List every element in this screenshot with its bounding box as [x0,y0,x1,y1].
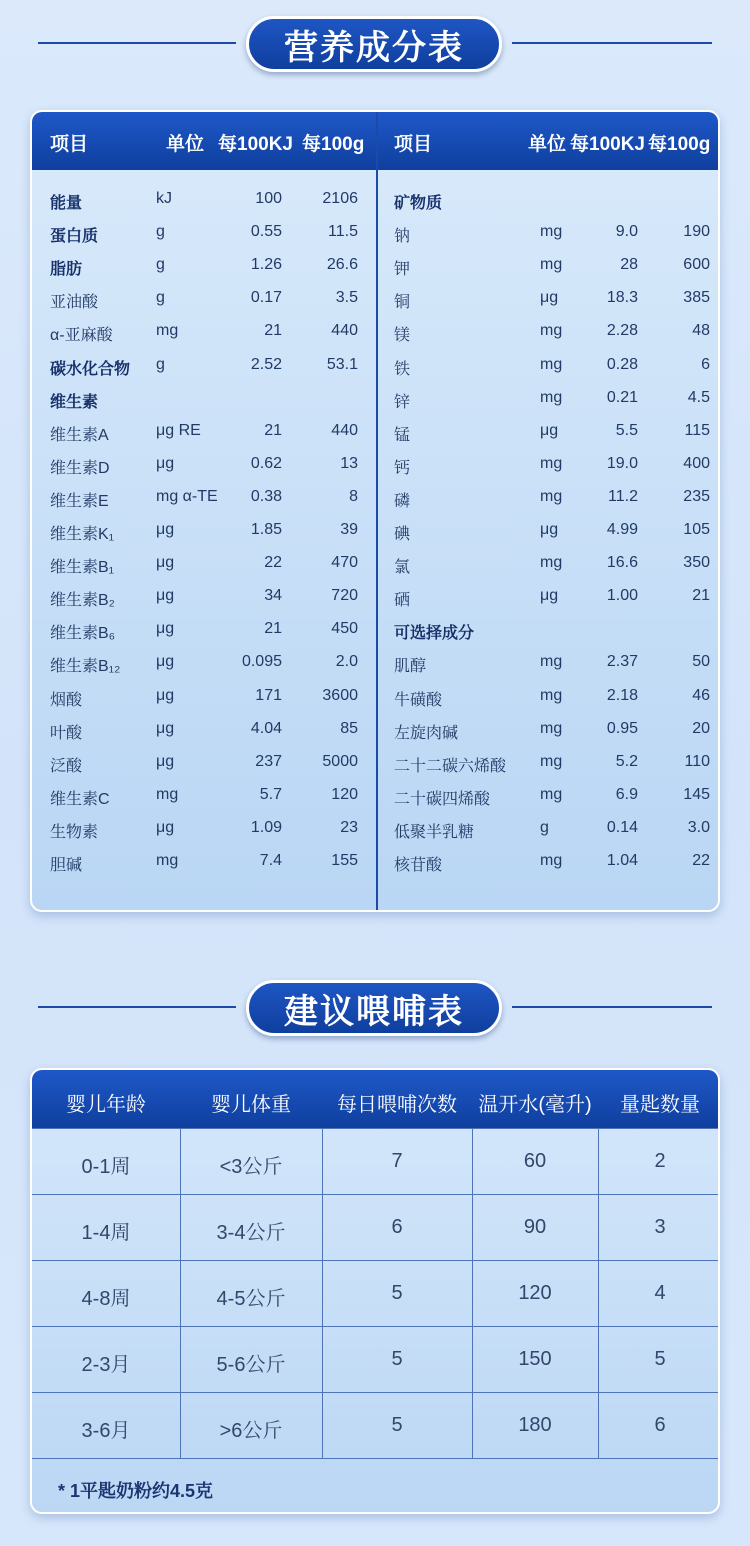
nutrient-name: 肌醇 [394,658,427,676]
nutrient-unit: mg [540,355,563,373]
header-per100g-right: 每100g [648,134,711,155]
nutrient-unit: kJ [156,190,172,207]
header-weight: 婴儿体重 [211,1094,291,1116]
nutrient-name: 牛磺酸 [394,691,443,709]
nutrient-unit: μg [540,587,559,605]
nutrient-row [32,515,376,548]
scoops-cell: 5 [654,1348,666,1370]
nutrient-name: 碘 [394,526,411,543]
feeding-row [32,1260,718,1325]
nutrient-unit: g [156,223,165,241]
nutrient-name: 磷 [394,492,411,510]
nutrient-per100kj: 34 [264,587,282,605]
nutrition-table [30,110,720,912]
nutrient-per100kj: 18.3 [606,289,638,307]
nutrient-per100g: 3600 [322,686,358,704]
title-line-right [512,42,712,44]
nutrient-per100g: 440 [331,322,358,340]
nutrient-per100kj: 171 [255,686,282,704]
nutrient-per100kj: 0.17 [250,289,282,307]
nutrient-row [378,747,720,780]
nutrient-row [378,614,720,647]
weight-cell: 4-5公斤 [216,1288,286,1310]
nutrient-row [32,184,376,217]
nutrient-name: 二十碳四烯酸 [394,790,491,808]
feeding-title: 建议喂哺表 [246,980,502,1036]
scoops-cell: 6 [654,1414,666,1436]
nutrient-per100kj: 1.04 [606,852,638,869]
nutrient-unit: μg [156,719,175,737]
nutrient-per100kj: 0.62 [250,454,282,472]
nutrient-name: 钠 [394,228,411,246]
feeds-cell: 6 [391,1216,403,1238]
nutrient-unit: μg [156,686,175,704]
title-line-right [512,1006,712,1008]
nutrient-per100kj: 6.9 [615,785,638,803]
nutrient-per100g: 720 [331,587,358,605]
nutrient-row [378,217,720,250]
age-cell: 2-3月 [81,1354,131,1376]
nutrient-per100g: 155 [331,852,358,869]
nutrient-name: 泛酸 [50,757,83,775]
nutrient-per100g: 385 [683,289,710,307]
nutrient-per100g: 13 [340,454,358,472]
nutrient-per100kj: 2.18 [606,686,638,704]
nutrient-name: α-亚麻酸 [50,327,113,345]
nutrient-name: 钾 [394,261,411,279]
nutrient-unit: μg [156,653,175,671]
age-cell: 1-4周 [81,1222,131,1244]
feeding-title-bar [0,978,750,1038]
nutrient-per100kj: 0.21 [606,388,638,406]
nutrient-name: 维生素 [50,393,99,411]
nutrient-per100kj: 19.0 [606,454,638,472]
nutrient-unit: μg [156,554,175,572]
footnote [32,1458,718,1514]
nutrient-per100g: 39 [340,521,358,538]
weight-cell: >6公斤 [219,1420,283,1442]
nutrient-name: 维生素B₂ [50,592,115,610]
scoops-cell: 3 [654,1216,666,1238]
nutrient-per100kj: 0.14 [606,818,638,836]
nutrient-per100g: 400 [683,454,710,472]
nutrient-name: 钙 [394,459,411,477]
nutrient-row [378,846,720,879]
nutrient-row [378,416,720,449]
nutrient-per100kj: 2.28 [606,322,638,340]
water-cell: 120 [518,1282,552,1304]
feeding-table [30,1068,720,1514]
feeding-row [32,1128,718,1193]
nutrient-row [32,383,376,416]
nutrient-name: 维生素D [50,459,110,477]
nutrient-name: 叶酸 [50,724,83,742]
nutrient-unit: μg RE [156,421,201,439]
nutrient-unit: mg [156,785,179,803]
nutrient-per100kj: 21 [264,421,282,439]
nutrient-per100kj: 7.4 [259,852,282,869]
nutrient-unit: μg [540,289,559,307]
weight-cell: <3公斤 [219,1156,283,1178]
nutrient-name: 蛋白质 [50,228,99,246]
feeding-table-header [32,1070,718,1128]
nutrient-per100g: 600 [683,256,710,274]
nutrient-per100g: 50 [692,653,710,671]
title-line-left [38,42,236,44]
nutrient-name: 氯 [394,559,411,577]
nutrient-unit: mg [156,852,179,869]
nutrient-row [32,250,376,283]
nutrient-per100kj: 237 [255,752,282,770]
nutrient-name: 维生素B₁₂ [50,658,121,676]
nutrient-per100kj: 5.2 [615,752,638,770]
nutrient-per100g: 5000 [322,752,358,770]
nutrient-name: 脂肪 [50,261,83,279]
nutrient-name: 低聚半乳糖 [394,823,475,841]
nutrient-per100g: 120 [331,785,358,803]
nutrient-per100g: 440 [331,421,358,439]
nutrient-unit: mg [540,785,563,803]
nutrient-name: 维生素B₆ [50,625,116,643]
nutrient-row [32,350,376,383]
nutrient-per100kj: 0.28 [606,355,638,373]
nutrient-name: 二十二碳六烯酸 [394,757,507,775]
nutrient-per100g: 21 [692,587,710,605]
nutrient-per100g: 115 [684,421,710,439]
nutrient-row [32,482,376,515]
nutrient-per100kj: 11.2 [608,487,638,505]
nutrient-unit: mg [540,454,563,472]
header-age: 婴儿年龄 [66,1094,146,1116]
nutrient-unit: mg [540,719,563,737]
nutrient-per100g: 145 [683,785,710,803]
nutrient-unit: μg [156,818,175,836]
nutrient-name: 锌 [394,393,411,411]
header-per100g-left: 每100g [302,134,365,155]
nutrient-name: 维生素B₁ [50,559,115,577]
nutrient-per100kj: 4.04 [250,719,282,737]
nutrient-row [32,681,376,714]
nutrient-row [378,714,720,747]
nutrient-per100kj: 2.37 [606,653,638,671]
nutrient-per100kj: 21 [264,322,282,340]
nutrient-name: 硒 [394,592,411,610]
nutrient-row [378,283,720,316]
nutrient-per100g: 48 [692,322,710,340]
nutrient-name: 镁 [394,327,411,345]
nutrition-title: 营养成分表 [246,16,502,72]
nutrient-unit: μg [540,421,559,439]
nutrient-unit: g [540,818,549,836]
nutrient-name: 胆碱 [50,857,83,874]
nutrient-per100kj: 1.00 [606,587,638,605]
nutrient-row [378,184,720,217]
nutrient-name: 维生素C [50,790,110,808]
nutrient-per100g: 22 [692,852,710,869]
nutrient-row [378,681,720,714]
nutrient-row [32,217,376,250]
header-item-left: 项目 [50,134,89,155]
feeding-row [32,1326,718,1391]
nutrient-unit: mg [540,256,563,274]
nutrient-row [32,780,376,813]
feeds-cell: 7 [391,1150,403,1172]
water-cell: 180 [518,1414,552,1436]
nutrient-unit: mg [156,322,179,340]
nutrient-per100g: 2106 [322,190,358,207]
nutrient-unit: g [156,289,165,307]
nutrient-row [32,581,376,614]
nutrient-unit: μg [156,620,175,638]
nutrient-unit: μg [156,454,175,472]
nutrient-row [378,350,720,383]
nutrient-per100g: 26.6 [326,256,358,274]
nutrient-per100kj: 21 [264,620,282,638]
nutrient-name: 维生素E [50,492,109,510]
nutrient-unit: g [156,256,165,274]
nutrient-row [378,316,720,349]
nutrient-per100g: 53.1 [326,355,358,373]
nutrient-per100kj: 0.55 [250,223,282,241]
nutrient-row [32,747,376,780]
nutrient-name: 铜 [394,294,411,312]
nutrient-row [32,316,376,349]
nutrient-unit: μg [540,521,559,538]
nutrient-unit: mg [540,554,563,572]
nutrient-row [32,416,376,449]
nutrient-row [378,813,720,846]
header-scoops: 量匙数量 [620,1094,700,1116]
nutrient-name: 维生素K₁ [50,526,115,543]
nutrient-per100g: 20 [692,719,710,737]
feeding-row [32,1392,718,1457]
feeds-cell: 5 [391,1348,403,1370]
nutrient-per100g: 8 [349,487,358,505]
nutrient-per100g: 3.5 [335,289,358,307]
water-cell: 60 [523,1150,547,1172]
nutrient-per100g: 23 [340,818,358,836]
age-cell: 3-6月 [81,1420,131,1442]
nutrient-per100kj: 16.6 [606,554,638,572]
header-per100kj-left: 每100KJ [218,134,293,155]
scoops-cell: 2 [654,1150,666,1172]
nutrient-unit: mg [540,752,563,770]
nutrient-per100g: 3.0 [687,818,710,836]
nutrient-per100g: 2.0 [335,653,358,671]
nutrient-per100kj: 22 [264,554,282,572]
footnote-text: * 1平匙奶粉约4.5克 [58,1481,214,1501]
water-cell: 150 [518,1348,552,1370]
nutrient-unit: mg [540,487,563,505]
nutrient-per100kj: 2.52 [250,355,282,373]
nutrient-row [32,449,376,482]
nutrient-name: 碳水化合物 [50,360,131,378]
nutrient-unit: mg [540,223,563,241]
nutrient-per100kj: 0.95 [606,719,638,737]
nutrient-row [378,250,720,283]
nutrient-row [378,515,720,548]
nutrient-per100g: 470 [331,554,358,572]
nutrient-per100g: 85 [340,719,358,737]
nutrient-name: 维生素A [50,426,109,444]
nutrient-row [32,283,376,316]
nutrient-row [32,714,376,747]
age-cell: 0-1周 [81,1156,131,1178]
nutrient-unit: mg [540,388,563,406]
scoops-cell: 4 [654,1282,666,1304]
nutrient-unit: μg [156,587,175,605]
nutrient-per100kj: 4.99 [606,521,638,538]
nutrient-name: 左旋肉碱 [394,724,459,742]
nutrient-row [378,383,720,416]
nutrient-per100g: 190 [683,223,710,241]
nutrient-per100g: 11.5 [328,223,358,241]
nutrient-name: 烟酸 [50,691,83,709]
nutrient-name: 亚油酸 [50,294,99,312]
nutrient-per100g: 450 [331,620,358,638]
nutrient-row [32,548,376,581]
nutrient-per100kj: 1.85 [250,521,282,538]
nutrient-per100kj: 1.26 [250,256,282,274]
nutrient-per100g: 6 [701,355,710,373]
nutrient-per100g: 46 [692,686,710,704]
nutrient-unit: mg α-TE [156,487,218,505]
nutrient-row [32,647,376,680]
nutrient-row [32,614,376,647]
nutrient-name: 锰 [394,426,411,444]
nutrient-name: 铁 [394,360,411,378]
nutrient-name: 核苷酸 [394,857,443,874]
nutrient-per100g: 110 [684,752,710,770]
nutrient-row [32,846,376,879]
nutrient-per100g: 350 [683,554,710,572]
nutrient-row [378,482,720,515]
nutrient-unit: μg [156,752,175,770]
nutrient-per100g: 4.5 [687,388,710,406]
nutrient-per100kj: 100 [255,190,282,207]
nutrient-unit: g [156,355,165,373]
nutrient-name: 生物素 [50,823,99,841]
weight-cell: 3-4公斤 [216,1222,286,1244]
nutrient-per100kj: 5.7 [259,785,282,803]
nutrient-per100kj: 0.38 [250,487,282,505]
nutrient-per100kj: 5.5 [615,421,638,439]
feeding-row [32,1194,718,1259]
water-cell: 90 [523,1216,547,1238]
header-water: 温开水(毫升) [478,1094,592,1116]
nutrient-per100kj: 0.095 [241,653,282,671]
nutrient-unit: mg [540,686,563,704]
nutrient-per100g: 105 [683,521,710,538]
feeds-cell: 5 [391,1282,403,1304]
header-item-right: 项目 [394,134,433,155]
nutrient-name: 可选择成分 [394,625,475,643]
nutrient-unit: mg [540,852,563,869]
nutrition-table-header [32,112,718,170]
nutrient-unit: mg [540,653,563,671]
feeds-cell: 5 [391,1414,403,1436]
nutrient-row [378,780,720,813]
header-unit-right: 单位 [528,134,567,155]
nutrient-per100kj: 9.0 [615,223,638,241]
nutrient-per100g: 235 [683,487,710,505]
nutrient-unit: mg [540,322,563,340]
header-feeds-per-day: 每日喂哺次数 [337,1094,457,1116]
weight-cell: 5-6公斤 [216,1354,286,1376]
header-unit-left: 单位 [166,134,205,155]
header-per100kj-right: 每100KJ [570,134,645,155]
nutrient-name: 能量 [50,195,83,212]
nutrient-row [378,581,720,614]
nutrient-per100kj: 28 [620,256,638,274]
nutrient-row [378,449,720,482]
nutrient-unit: μg [156,521,175,538]
nutrition-title-bar [0,14,750,74]
nutrient-per100kj: 1.09 [250,818,282,836]
age-cell: 4-8周 [81,1288,131,1310]
nutrient-row [378,647,720,680]
nutrient-row [32,813,376,846]
nutrient-name: 矿物质 [394,195,443,212]
nutrient-row [378,548,720,581]
title-line-left [38,1006,236,1008]
